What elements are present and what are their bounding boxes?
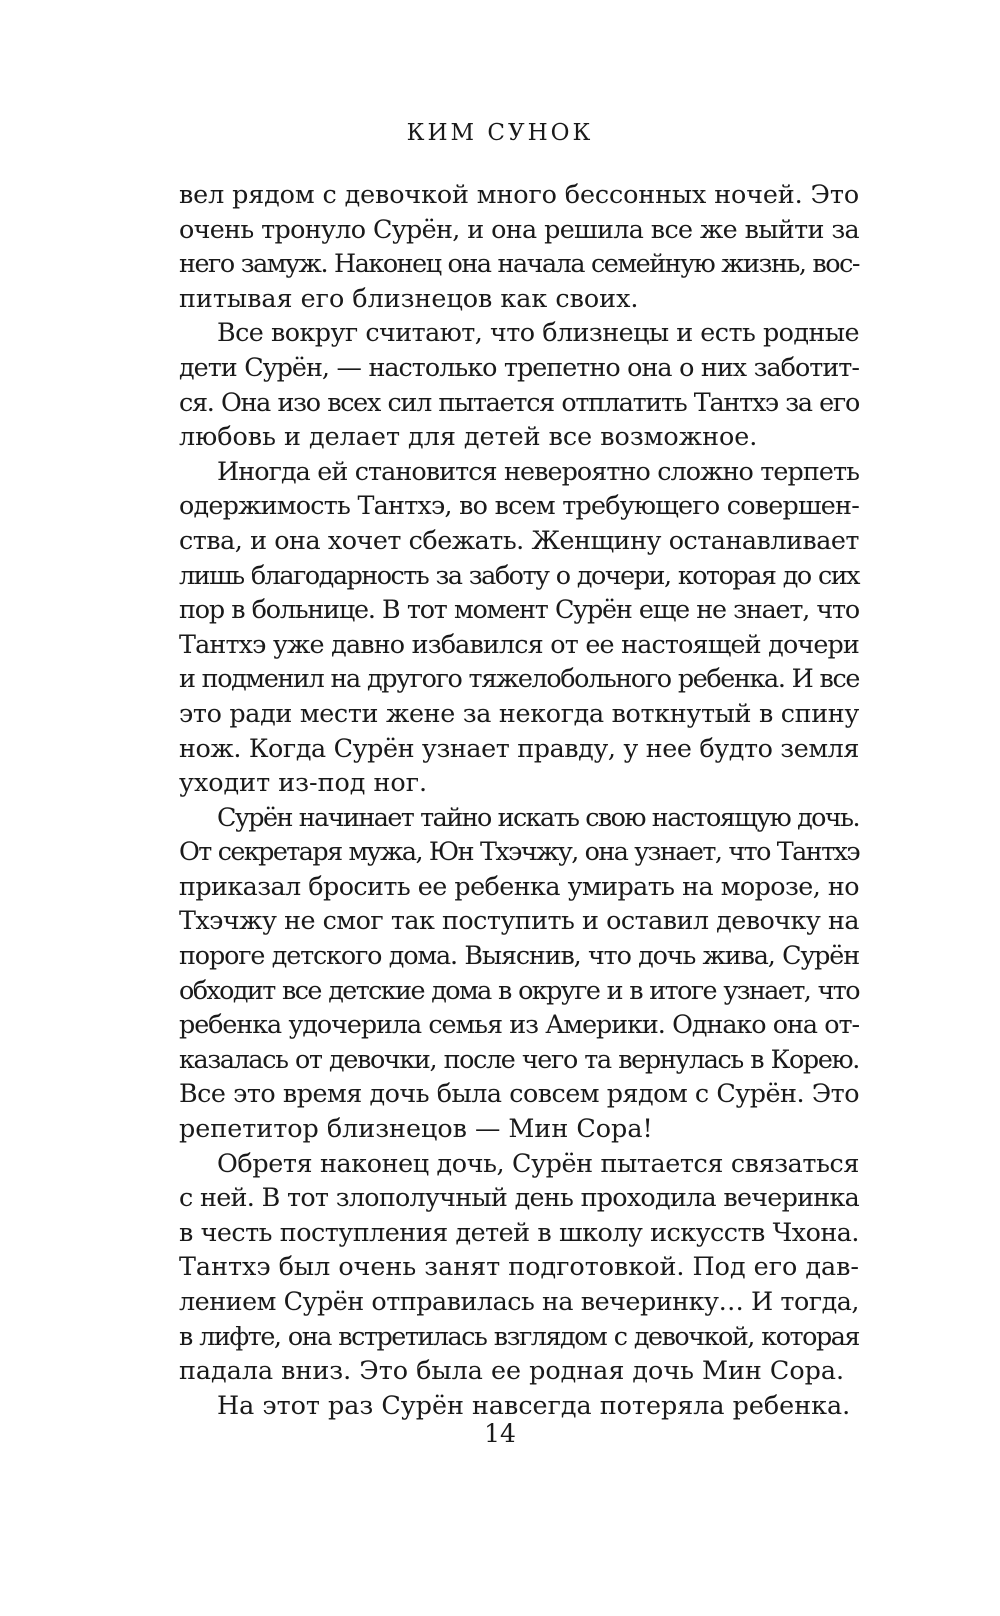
paragraph (179, 1146, 859, 1388)
text-line: лением Сурён отправилась на вечеринку… И тогда, (179, 1286, 859, 1316)
text-line: На этот раз Сурён навсегда потеряла ребенка. (217, 1389, 851, 1420)
text-line: лишь благодарность за заботу о дочери, которая до сих (179, 559, 859, 590)
text-line: приказал бросить ее ребенка умирать на морозе, но (179, 870, 859, 901)
text-line: падала вниз. Это была ее родная дочь Мин Сора. (179, 1355, 845, 1386)
text-line: дети Сурён, — настолько трепетно она о них заботит- (179, 351, 859, 382)
text-line: Сурён начинает тайно искать свою настоящую дочь. (217, 801, 859, 832)
text-line: любовь и делает для детей все возможное. (179, 421, 758, 452)
text-line: От секретаря мужа, Юн Тхэчжу, она узнает, что Тантхэ (179, 836, 859, 867)
body-text (179, 177, 859, 1422)
text-line: него замуж. Наконец она начала семейную жизнь, вос- (179, 248, 859, 279)
text-line: пор в больнице. В тот момент Сурён еще не знает, что (179, 594, 859, 625)
text-line: Обретя наконец дочь, Сурён пытается связаться (217, 1147, 859, 1178)
text-line: уходит из-под ног. (179, 767, 428, 798)
paragraph (179, 315, 859, 453)
text-line: и подменил на другого тяжелобольного ребенка. И все (179, 663, 859, 694)
text-line: с ней. В тот злополучный день проходила вечеринка (179, 1182, 859, 1213)
paragraph (179, 177, 859, 315)
text-line: очень тронуло Сурён, и она решила все же выйти за (179, 213, 859, 244)
text-line: питывая его близнецов как своих. (179, 282, 639, 313)
text-line: в лифте, она встретилась взглядом с девочкой, которая (179, 1320, 859, 1351)
text-line: нож. Когда Сурён узнает правду, у нее будто земля (179, 732, 859, 763)
text-line: в честь поступления детей в школу искусств Чхона. (179, 1216, 859, 1247)
text-line: ства, и она хочет сбежать. Женщину останавливает (179, 524, 859, 555)
text-line: репетитор близнецов — Мин Сора! (179, 1113, 653, 1144)
text-line: ся. Она изо всех сил пытается отплатить Тантхэ за его (179, 386, 859, 417)
text-line: Все вокруг считают, что близнецы и есть родные (217, 317, 859, 348)
page-number: 14 (484, 1419, 516, 1448)
text-line: Иногда ей становится невероятно сложно терпеть (217, 455, 859, 486)
text-line: Тхэчжу не смог так поступить и оставил девочку на (179, 905, 859, 936)
text-line: обходит все детские дома в округе и в итоге узнает, что (179, 974, 859, 1005)
text-line: пороге детского дома. Выяснив, что дочь жива, Сурён (179, 940, 859, 971)
text-line: Тантхэ уже давно избавился от ее настоящей дочери (179, 628, 859, 659)
paragraph (179, 454, 859, 800)
text-line: вел рядом с девочкой много бессонных ночей. Это (179, 179, 859, 209)
text-line: одержимость Тантхэ, во всем требующего совершен- (179, 490, 859, 521)
running-head: КИМ СУНОК (406, 120, 594, 146)
text-line: это ради мести жене за некогда воткнутый в спину (179, 697, 859, 728)
paragraph (179, 800, 859, 1146)
text-line: Все это время дочь была совсем рядом с Сурён. Это (179, 1078, 859, 1109)
text-line: ребенка удочерила семья из Америки. Однако она от- (179, 1009, 859, 1040)
text-line: Тантхэ был очень занят подготовкой. Под его дав- (179, 1251, 859, 1282)
text-line: казалась от девочки, после чего та вернулась в Корею. (179, 1043, 859, 1074)
